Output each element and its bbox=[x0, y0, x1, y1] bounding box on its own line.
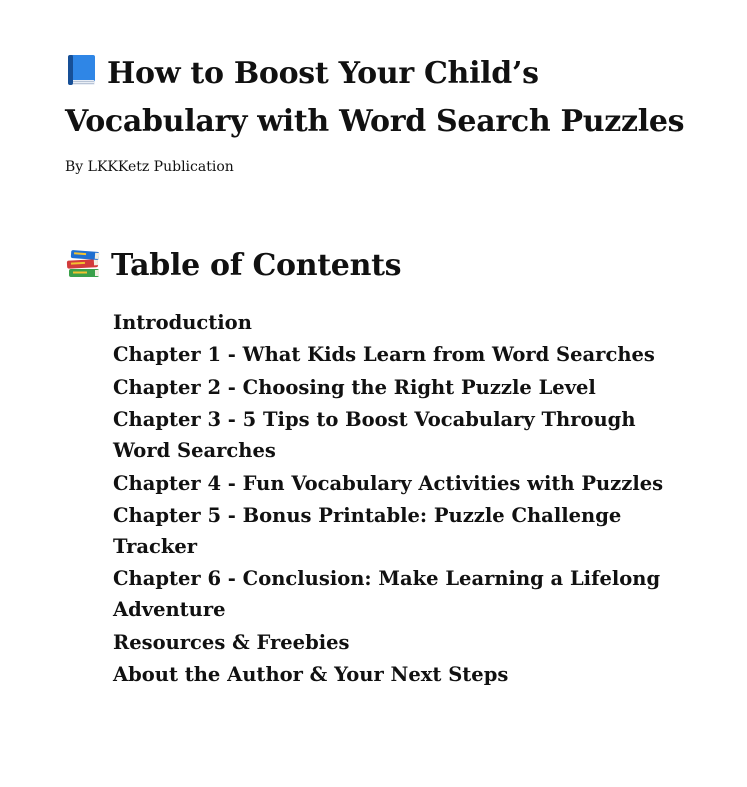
byline: By LKKKetz Publication bbox=[65, 159, 234, 175]
toc-item-chapter-5[interactable]: Chapter 5 - Bonus Printable: Puzzle Challenge Tracker bbox=[113, 503, 622, 558]
document-title-text: How to Boost Your Child’s Vocabulary with Word Search Puzzles bbox=[65, 56, 685, 139]
stack-of-books-icon bbox=[65, 245, 103, 290]
toc-item-introduction[interactable]: Introduction bbox=[113, 311, 252, 334]
table-of-contents-list bbox=[113, 307, 683, 692]
document-title bbox=[65, 52, 705, 144]
toc-item-resources[interactable]: Resources & Freebies bbox=[113, 630, 350, 654]
toc-item-chapter-2[interactable]: Chapter 2 - Choosing the Right Puzzle Level bbox=[113, 375, 596, 399]
toc-item-chapter-6[interactable]: Chapter 6 - Conclusion: Make Learning a Lifelong Adventure bbox=[113, 567, 661, 622]
toc-item-chapter-4[interactable]: Chapter 4 - Fun Vocabulary Activities with Puzzles bbox=[113, 471, 664, 495]
blue-book-icon bbox=[65, 53, 99, 100]
toc-item-chapter-3[interactable]: Chapter 3 - 5 Tips to Boost Vocabulary Through Word Searches bbox=[113, 408, 636, 463]
toc-item-about-author[interactable]: About the Author & Your Next Steps bbox=[113, 663, 509, 687]
toc-heading-text: Table of Contents bbox=[111, 248, 402, 283]
toc-item-chapter-1[interactable]: Chapter 1 - What Kids Learn from Word Searches bbox=[113, 343, 655, 367]
toc-heading bbox=[65, 245, 401, 290]
